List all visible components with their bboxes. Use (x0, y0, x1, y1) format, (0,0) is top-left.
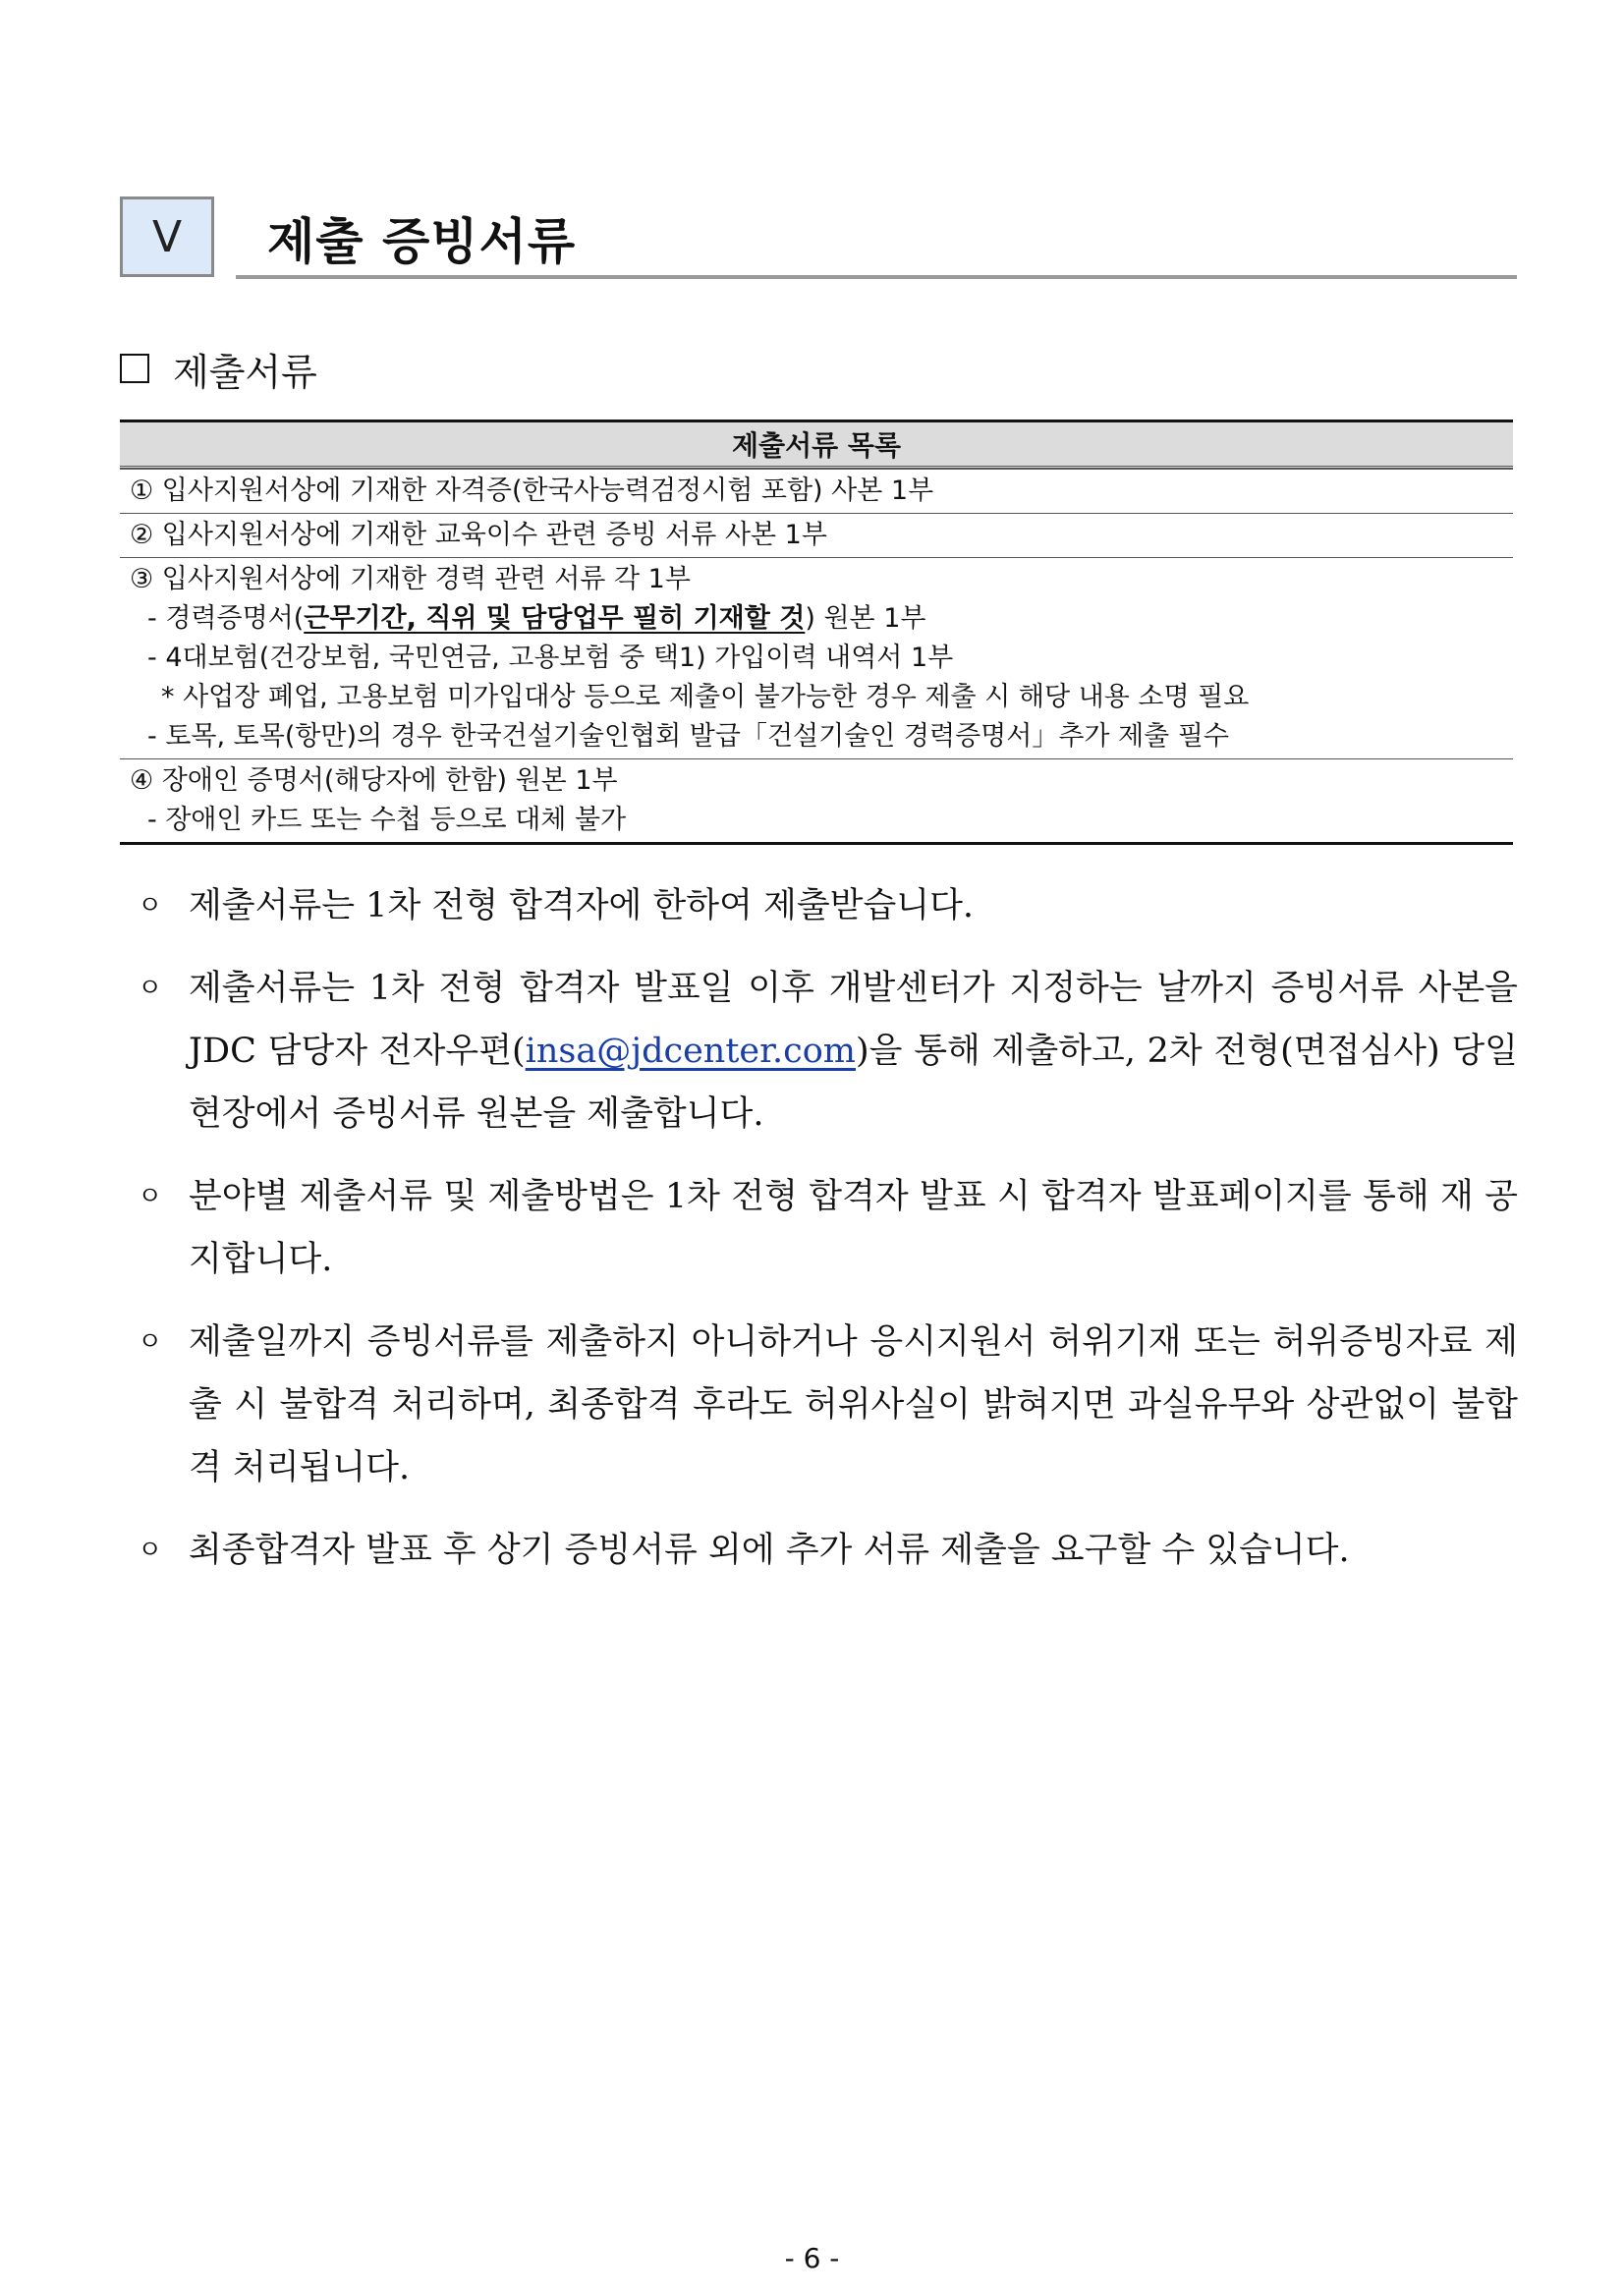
bullet-mark: ㅇ (138, 974, 163, 1003)
bullet-text (189, 957, 1518, 1146)
bullet-text-part: )을 통해 제출하고, 2차 전형(면접심사) 당일 현장에서 증빙서류 원본을 제출합니다. (189, 1032, 1518, 1134)
row-title: ④ 장애인 증명서(해당자에 한함) 원본 1부 (130, 765, 618, 796)
section-number: Ⅴ (151, 211, 183, 262)
career-certificate-line (130, 599, 1513, 639)
civil-engineering-line: - 토목, 토목(항만)의 경우 한국건설기술인협회 발급「건설기술인 경력증명서」추가 제출 필수 (147, 721, 1230, 752)
career-requirement: 근무기간, 직위 및 담당업무 필히 기재할 것 (304, 603, 806, 634)
section-number-box (120, 196, 214, 277)
bullet-mark: ㅇ (138, 891, 163, 921)
bullet-mark: ㅇ (138, 1327, 163, 1357)
list-item (138, 1311, 1518, 1499)
bullet-text: 분야별 제출서류 및 제출방법은 1차 전형 합격자 발표 시 합격자 발표페이지를 통해 재 공지합니다. (189, 1177, 1518, 1279)
documents-table (120, 420, 1513, 845)
bullet-mark: ㅇ (138, 1536, 163, 1565)
row-title: ③ 입사지원서상에 기재한 경력 관련 서류 각 1부 (130, 564, 691, 594)
row-text: ① 입사지원서상에 기재한 자격증(한국사능력검정시험 포함) 사본 1부 (130, 476, 934, 506)
section-title: 제출 증빙서류 (267, 213, 577, 270)
insurance-note: * 사업장 폐업, 고용보험 미가입대상 등으로 제출이 불가능한 경우 제출 시 해당 내용 소명 필요 (161, 682, 1250, 712)
bullet-text: 최종합격자 발표 후 상기 증빙서류 외에 추가 서류 제출을 요구할 수 있습니다. (189, 1531, 1350, 1570)
notice-list (138, 874, 1518, 1601)
table-row (120, 513, 1513, 557)
section-header (120, 196, 1517, 281)
row-subtext: - 장애인 카드 또는 수첩 등으로 대체 불가 (147, 805, 627, 835)
subheading-text: 제출서류 (173, 350, 317, 394)
table-row (120, 758, 1513, 842)
list-item (138, 874, 1518, 937)
list-item (138, 1165, 1518, 1291)
table-row (120, 557, 1513, 758)
bullet-text: 제출서류는 1차 전형 합격자에 한하여 제출받습니다. (189, 886, 975, 925)
section-divider (236, 275, 1517, 279)
insurance-line: - 4대보험(건강보험, 국민연금, 고용보험 중 택1) 가입이력 내역서 1부 (147, 643, 954, 673)
career-prefix: - 경력증명서( (147, 603, 305, 634)
list-item (138, 957, 1518, 1146)
career-suffix: ) 원본 1부 (805, 603, 926, 634)
subheading (120, 344, 317, 393)
email-link[interactable]: insa@jdcenter.com (525, 1032, 856, 1071)
bullet-text-part: 제출서류는 1차 전형 합격자 발표일 이후 개발센터가 지정하는 날까지 증빙서류 사본을 JDC 담당자 전자우편( (189, 969, 1518, 1071)
row-text: ② 입사지원서상에 기재한 교육이수 관련 증빙 서류 사본 1부 (130, 520, 827, 550)
list-item (138, 1519, 1518, 1582)
table-header: 제출서류 목록 (120, 422, 1513, 469)
table-row (120, 469, 1513, 513)
bullet-mark: ㅇ (138, 1182, 163, 1211)
square-bullet-icon (120, 354, 149, 383)
page-number: - 6 - (784, 2242, 840, 2274)
bullet-text: 제출일까지 증빙서류를 제출하지 아니하거나 응시지원서 허위기재 또는 허위증빙자료 제출 시 불합격 처리하며, 최종합격 후라도 허위사실이 밝혀지면 과실유무와 상관없이 불합격 처리됩니다. (189, 1322, 1518, 1487)
